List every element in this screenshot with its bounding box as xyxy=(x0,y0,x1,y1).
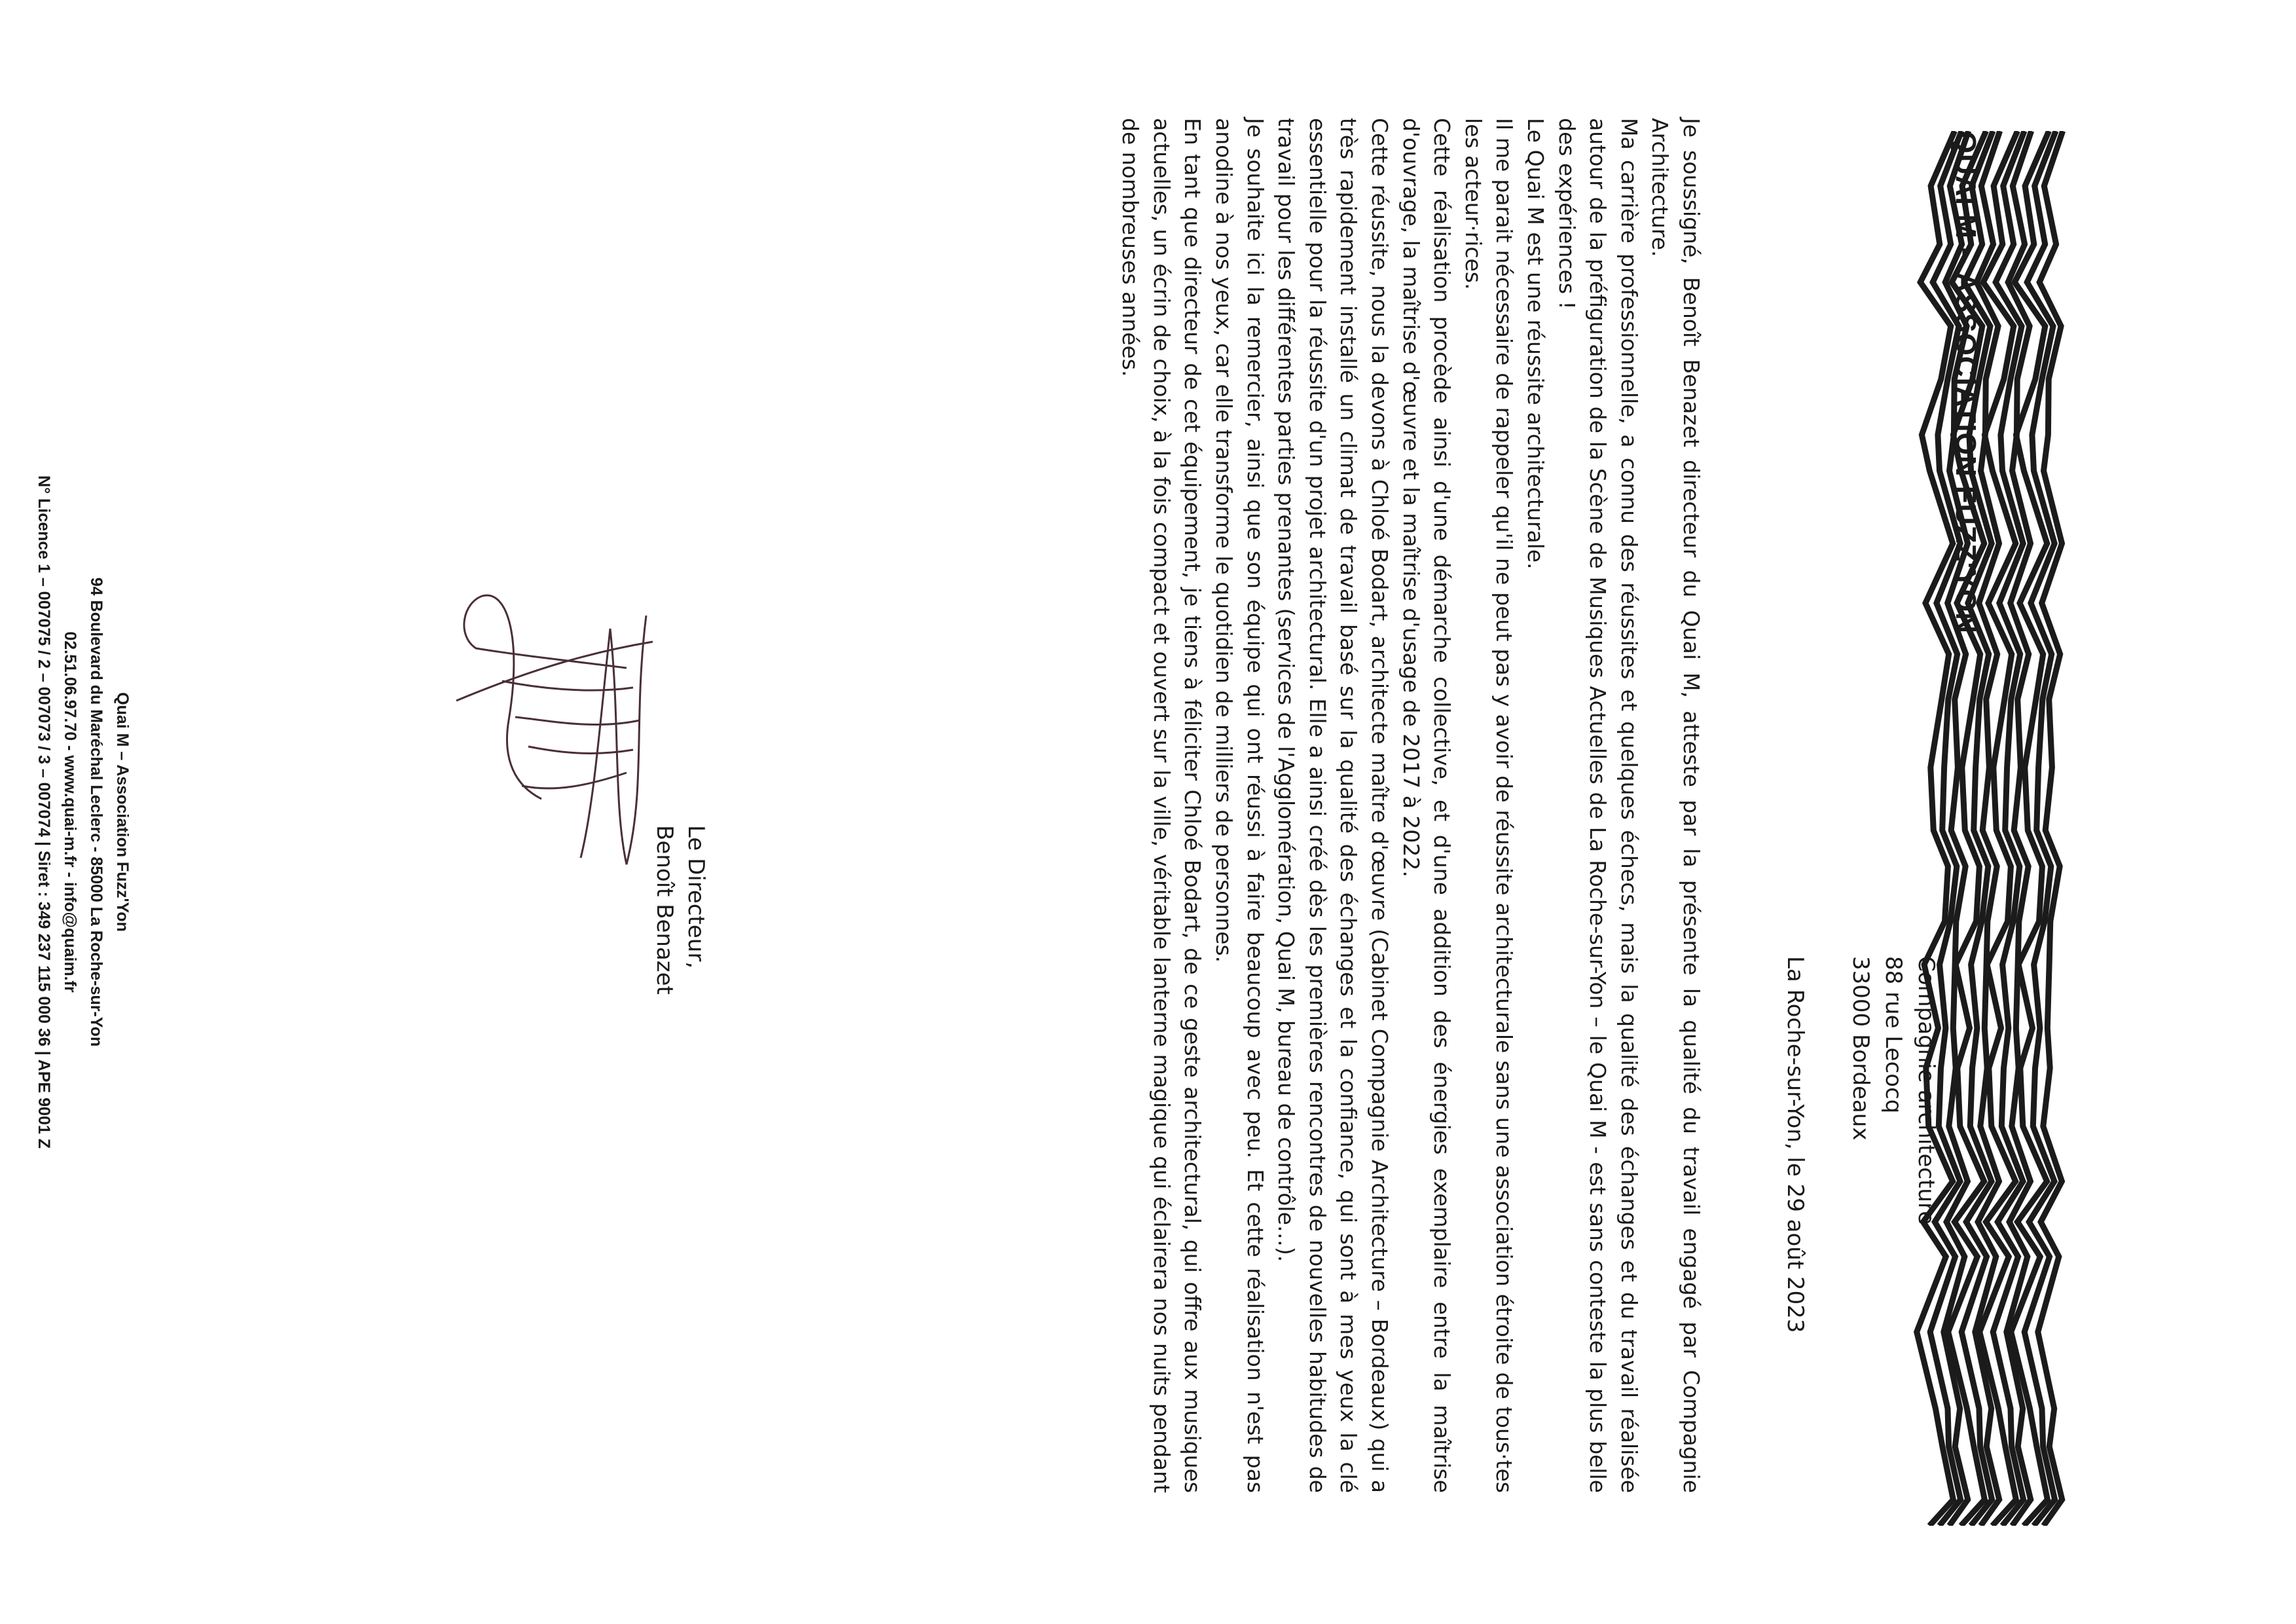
body-paragraph: Cette réussite, nous la devons à Chloé Bodart, architecte maître d'œuvre (Cabinet Compagnie Architecture – Bordeaux) qui a très rapidement installé un climat de travail basé sur la qualité des échanges et la confiance, qui sont à mes yeux la clé essentielle pour la réussite d'un projet architectural. Elle a ainsi créé dès les premières rencontres de nouvelles habitudes de travail pour les différentes parties prenantes (services de l'Agglomération, Quai M, bureau de contrôle…). xyxy=(1273,118,1393,1493)
date-line: La Roche-sur-Yon, le 29 août 2023 xyxy=(1782,956,1808,1333)
body-paragraph: Le Quai M est une réussite architecturale. xyxy=(1523,118,1549,570)
handwritten-signature-icon xyxy=(437,589,672,877)
body-paragraph: Cette réalisation procède ainsi d'une démarche collective, et d'une addition des énergies exemplaire entre la maîtrise d'ouvrage, la maîtrise d'œuvre et la maîtrise d'usage de 2017 à 2022. xyxy=(1398,118,1455,1493)
body-paragraph: Je souhaite ici la remercier, ainsi que son équipe qui ont réussi à faire beaucoup avec peu. Et cette réalisation n'est pas anodine à nos yeux, car elle transforme le quotidien de milliers de personnes. xyxy=(1211,118,1268,1493)
body-paragraph: Ma carrière professionnelle, a connu des réussites et quelques échecs, mais la qualité des échanges et du travail réalisée autour de la préfiguration de la Scène de Musiques Actuelles de La Roche-sur-Yon – le Quai M - est sans conteste la plus belle des expériences ! xyxy=(1554,118,1642,1493)
recipient-name: Compagnie architecture xyxy=(1913,956,1939,1225)
body-paragraph: En tant que directeur de cet équipement, je tiens à féliciter Chloé Bodart, de ce geste architectural, qui offre aux musiques actuelles, un écrin de choix, à la fois compact et ouvert sur la ville, véritable lanterne magique qui éclairera nos nuits pendant de nombreuses années. xyxy=(1118,118,1206,1493)
recipient-street: 88 rue Lecocq xyxy=(1880,956,1906,1114)
closing-title: Le Directeur, xyxy=(683,825,709,969)
footer-contact: 02.51.06.97.70 - www.quai-m.fr - info@quaim.fr xyxy=(61,631,79,993)
organization-title: QUAI M – ASSOCIATION FUZZ'YON xyxy=(1950,131,1982,634)
letter-body xyxy=(1115,118,1707,1493)
footer-legal: N° Licence 1 – 007075 / 2 – 007073 / 3 – 007074 | Siret : 349 237 115 000 36 | APE 9001 Z xyxy=(35,475,53,1149)
body-paragraph: Il me parait nécessaire de rappeler qu'il ne peut pas y avoir de réussite architecturale sans une association étroite de tous·tes les acteur·rices. xyxy=(1460,118,1518,1493)
footer-address: 94 Boulevard du Maréchal Leclerc - 85000 La Roche-sur-Yon xyxy=(87,577,105,1047)
footer-organization: Quai M – Association Fuzz'Yon xyxy=(113,692,132,932)
footer xyxy=(31,0,136,1624)
body-paragraph: Je soussigné, Benoît Benazet directeur du Quai M, atteste par la présente la qualité du travail engagé par Compagnie Architecture. xyxy=(1647,118,1704,1493)
recipient-address xyxy=(1844,956,1942,1225)
recipient-city: 33000 Bordeaux xyxy=(1848,956,1874,1141)
closing-name: Benoît Benazet xyxy=(651,825,678,995)
